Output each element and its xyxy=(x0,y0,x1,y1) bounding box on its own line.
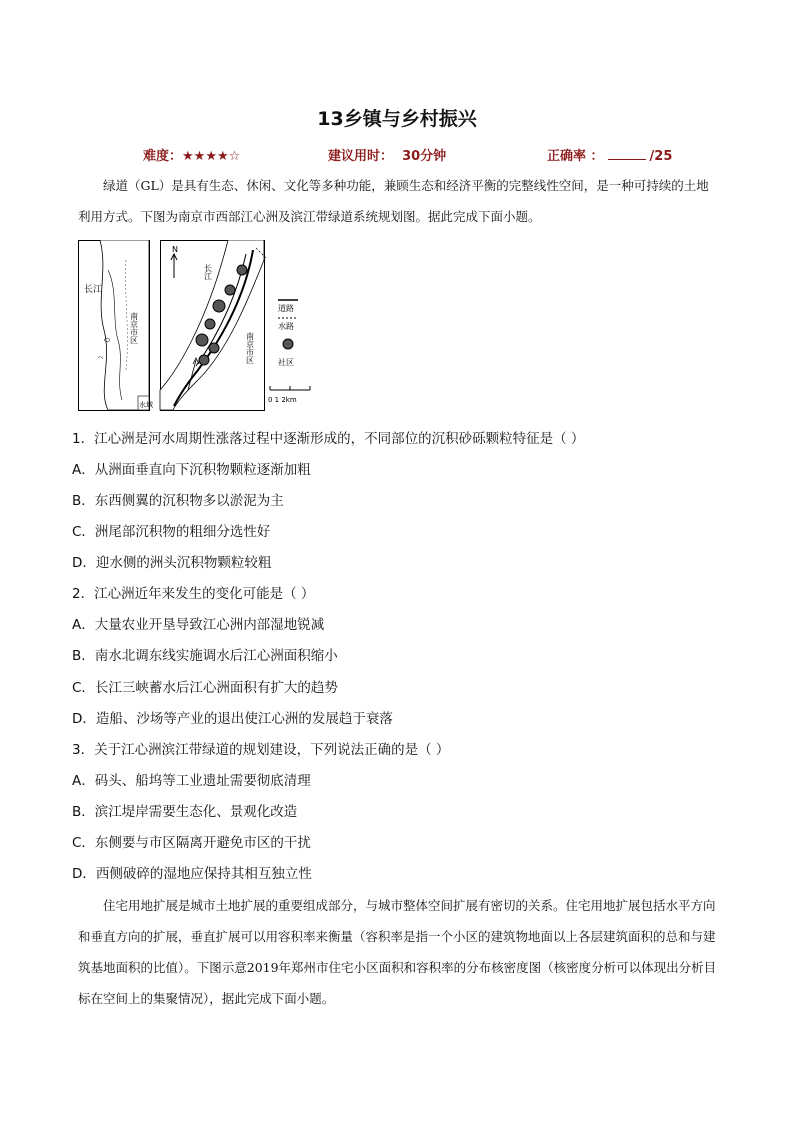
difficulty-stars: ★★★★☆ xyxy=(182,149,241,164)
legend-road-label: 道路 xyxy=(278,304,294,313)
difficulty xyxy=(143,145,240,164)
legend-water-label: 水路 xyxy=(278,322,294,331)
question-2-option-d[interactable]: D．造船、沙场等产业的退出使江心洲的发展趋于衰落 xyxy=(72,711,393,727)
question-3-stem: 3．关于江心洲滨江带绿道的规划建设，下列说法正确的是（ ） xyxy=(72,742,450,758)
map-legend xyxy=(268,300,310,404)
left-map xyxy=(79,240,154,411)
right-map-river-label: 长江 xyxy=(203,264,213,280)
right-map-city-label: 南京市区 xyxy=(245,332,255,364)
accuracy-total: /25 xyxy=(649,149,673,164)
question-1-option-a[interactable]: A．从洲面垂直向下沉积物颗粒逐渐加粗 xyxy=(72,462,311,478)
scale-label: 0 1 2km xyxy=(268,396,297,404)
question-1-option-d[interactable]: D．迎水侧的洲头沉积物颗粒较粗 xyxy=(72,555,272,571)
accuracy xyxy=(547,145,672,164)
intro-paragraph-2: 住宅用地扩展是城市土地扩展的重要组成部分，与城市整体空间扩展有密切的关系。住宅用地扩展包括水平方向和垂直方向的扩展，垂直扩展可以用容积率来衡量（容积率是指一个小区的建筑物地面以上各层建筑面积的总和与建筑基地面积的比值）。下图示意2019年郑州市住宅小区面积和容积率的分布核密度图（核密度分析可以体现出分析目标在空间上的集聚情况），据此完成下面小题。 xyxy=(78,898,717,1006)
intro-paragraph-1: 绿道（GL）是具有生态、休闲、文化等多种功能，兼顾生态和经济平衡的完整线性空间，是一种可持续的土地利用方式。下图为南京市西部江心洲及滨江带绿道系统规划图。据此完成下面小题。 xyxy=(78,178,709,224)
question-2-option-b[interactable]: B．南水北调东线实施调水后江心洲面积缩小 xyxy=(72,648,338,664)
question-1-option-c[interactable]: C．洲尾部沉积物的粗细分选性好 xyxy=(72,524,271,540)
suggested-time xyxy=(328,145,446,164)
north-label: N xyxy=(172,245,178,254)
left-map-river-label: 长江 xyxy=(84,285,103,295)
page-title: 13乡镇与乡村振兴 xyxy=(317,108,477,130)
question-3-option-d[interactable]: D．西侧破碎的湿地应保持其相互独立性 xyxy=(72,866,312,882)
legend-community-label: 社区 xyxy=(278,358,294,367)
accuracy-blank[interactable] xyxy=(608,147,646,160)
difficulty-label: 难度： xyxy=(143,149,183,164)
question-1-option-b[interactable]: B．东西侧翼的沉积物多以淤泥为主 xyxy=(72,493,284,509)
question-2-option-a[interactable]: A．大量农业开垦导致江心洲内部湿地锐减 xyxy=(72,617,325,633)
time-value: 30分钟 xyxy=(402,149,447,164)
jiangxinzhou-map-figure xyxy=(78,240,338,412)
question-2-option-c[interactable]: C．长江三峡蓄水后江心洲面积有扩大的趋势 xyxy=(72,680,338,696)
question-2-stem: 2．江心洲近年来发生的变化可能是（ ） xyxy=(72,586,315,602)
question-3-option-b[interactable]: B．滨江堤岸需要生态化、景观化改造 xyxy=(72,804,298,820)
accuracy-label: 正确率 ： xyxy=(547,149,604,164)
question-3-option-c[interactable]: C．东侧要与市区隔离开避免市区的干扰 xyxy=(72,835,311,851)
right-map xyxy=(160,240,266,411)
time-label: 建议用时： xyxy=(328,149,394,164)
left-map-city-label: 南京市区 xyxy=(129,312,139,344)
left-map-box-label: 水域 xyxy=(139,401,153,409)
question-3-option-a[interactable]: A．码头、船坞等工业遗址需要彻底清理 xyxy=(72,773,311,789)
question-1-stem: 1．江心洲是河水周期性涨落过程中逐渐形成的，不同部位的沉积砂砾颗粒特征是（ ） xyxy=(72,431,585,447)
